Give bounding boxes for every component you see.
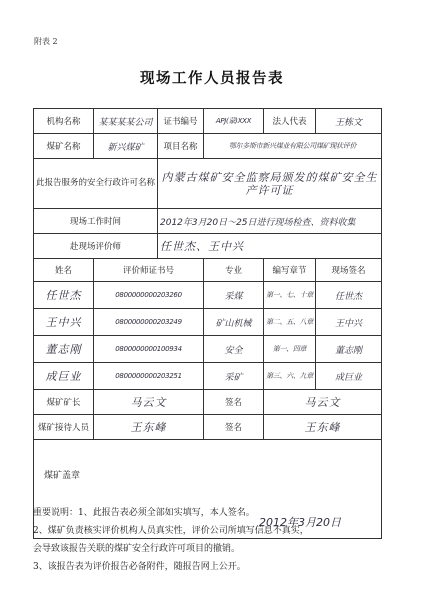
annex-label: 附表 2 [34,37,58,46]
mine-name-value: 新兴煤矿 [94,134,158,159]
row-work-time [34,209,382,234]
evaluator-signature: 王中兴 [316,309,382,336]
evaluator-row [34,309,382,336]
page-title: 现场工作人员报告表 [140,70,284,87]
reception-sign-label: 签名 [204,415,264,440]
row-evaluators [34,234,382,259]
important-notes [33,504,393,576]
mine-head-name: 马云文 [94,390,204,415]
org-name-label: 机构名称 [34,109,94,134]
evaluator-cert: 0800000000203260 [94,282,204,309]
evaluator-row [34,282,382,309]
evaluator-name: 任世杰 [34,282,94,309]
evaluator-specialty: 采煤 [204,282,264,309]
reception-label: 煤矿接待人员 [34,415,94,440]
cert-no-value: APJ(蒙)XXX [204,109,264,134]
evaluator-chapters: 第三、六、九章 [264,363,316,390]
cert-no-label: 证书编号 [158,109,204,134]
note-line: 重要说明：1、此报告表必须全部如实填写，本人签名。 [33,508,255,518]
header-signature: 现场签名 [316,259,382,282]
header-specialty: 专业 [204,259,264,282]
note-line: 2、煤矿负责核实评价机构人员真实性，评价公司所填写信息不真实， [33,526,309,536]
evaluator-specialty: 采矿 [204,363,264,390]
header-cert-no: 评价师证书号 [94,259,204,282]
evaluators-label: 赴现场评价师 [34,234,158,259]
evaluator-signature: 成巨业 [316,363,382,390]
evaluator-chapters: 第一、四章 [264,336,316,363]
evaluator-cert: 0800000000100934 [94,336,204,363]
evaluator-specialty: 安全 [204,336,264,363]
row-org [34,109,382,134]
reception-signature: 王东峰 [264,415,382,440]
mine-name-label: 煤矿名称 [34,134,94,159]
evaluator-name: 王中兴 [34,309,94,336]
row-mine [34,134,382,159]
evaluator-signature: 董志刚 [316,336,382,363]
row-mine-head [34,390,382,415]
row-reception [34,415,382,440]
legal-rep-label: 法人代表 [264,109,316,134]
note-line: 会导致该报告关联的煤矿安全行政许可项目的撤销。 [33,544,241,554]
evaluator-cert: 0800000000203249 [94,309,204,336]
mine-stamp-label: 煤矿盖章 [44,471,81,481]
mine-head-sign-label: 签名 [204,390,264,415]
header-name: 姓名 [34,259,94,282]
evaluator-chapters: 第二、五、八章 [264,309,316,336]
evaluator-cert: 0800000000203251 [94,363,204,390]
mine-head-label: 煤矿矿长 [34,390,94,415]
row-evaluator-header [34,259,382,282]
evaluator-name: 成巨业 [34,363,94,390]
project-name-label: 项目名称 [158,134,204,159]
org-name-value: 某某某某公司 [94,109,158,134]
work-time-value: 2012年3月20日～25日进行现场检查、资料收集 [158,209,382,234]
service-permit-value: 内蒙古煤矿安全监察局颁发的煤矿安全生产许可证 [158,159,382,209]
work-time-label: 现场工作时间 [34,209,158,234]
stamp-date: 2012年3月20日 [259,516,341,529]
evaluator-row [34,363,382,390]
evaluators-value: 任世杰、王中兴 [158,234,382,259]
report-form-table [33,108,382,539]
row-permit [34,159,382,209]
note-line: 3、该报告表为评价报告必备附件，随报告网上公开。 [33,562,246,572]
service-permit-label: 此报告服务的安全行政许可名称 [34,159,158,209]
evaluator-signature: 任世杰 [316,282,382,309]
reception-name: 王东峰 [94,415,204,440]
evaluator-name: 董志刚 [34,336,94,363]
mine-head-signature: 马云文 [264,390,382,415]
evaluator-row [34,336,382,363]
evaluator-chapters: 第一、七、十章 [264,282,316,309]
legal-rep-value: 王栋文 [316,109,382,134]
header-chapters: 编写章节 [264,259,316,282]
project-name-value: 鄂尔多斯市新兴煤业有限公司煤矿现状评价 [204,134,382,159]
evaluator-specialty: 矿山机械 [204,309,264,336]
